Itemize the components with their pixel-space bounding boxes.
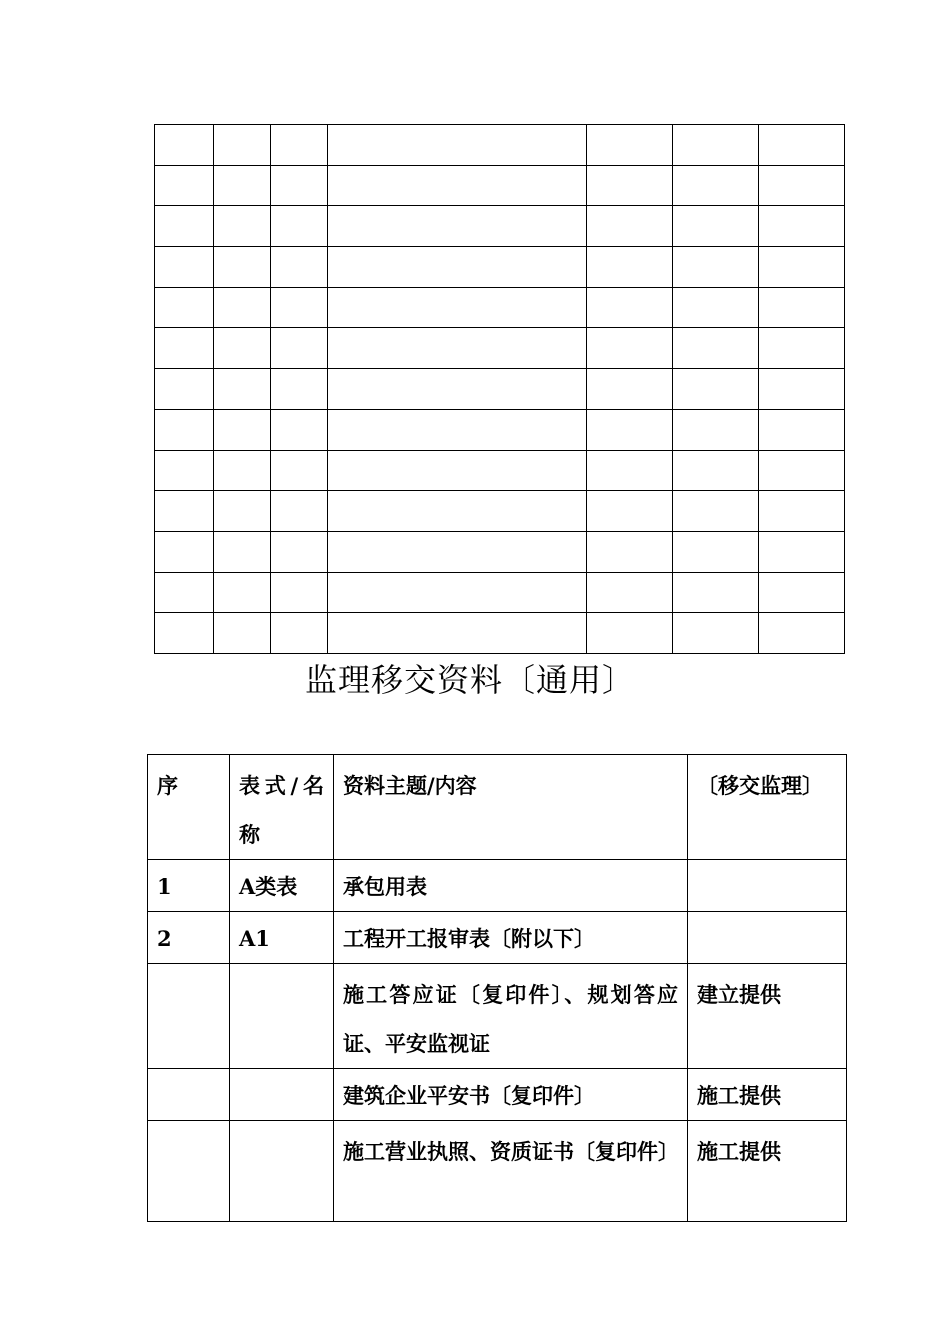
table-row — [148, 1069, 847, 1121]
blank-grid-cell — [673, 409, 759, 450]
blank-grid-cell — [759, 450, 845, 491]
blank-grid-cell — [328, 247, 587, 288]
blank-grid-cell — [587, 531, 673, 572]
blank-grid-cell — [328, 206, 587, 247]
cell-content — [334, 1121, 688, 1222]
blank-grid-table — [154, 124, 845, 654]
blank-grid-cell — [328, 531, 587, 572]
blank-grid-row — [155, 409, 845, 450]
blank-grid-cell — [271, 328, 328, 369]
cell-no — [148, 1121, 230, 1222]
blank-grid-row — [155, 125, 845, 166]
blank-grid-cell — [214, 247, 271, 288]
blank-grid-cell — [214, 369, 271, 410]
blank-grid-cell — [587, 613, 673, 654]
blank-grid-cell — [673, 206, 759, 247]
page-title: 监理移交资料〔通用〕 — [304, 661, 635, 699]
blank-grid-cell — [673, 491, 759, 532]
blank-grid-cell — [759, 247, 845, 288]
blank-grid-cell — [673, 613, 759, 654]
blank-grid-cell — [155, 328, 214, 369]
cell-no — [148, 1069, 230, 1121]
cell-content-text: 施工答应证〔复印件〕、规划答应证、平安监视证 — [343, 982, 678, 1056]
blank-grid-cell — [759, 206, 845, 247]
blank-grid-cell — [673, 328, 759, 369]
table-row — [148, 912, 847, 964]
blank-grid-cell — [587, 287, 673, 328]
blank-grid-cell — [271, 247, 328, 288]
cell-form — [230, 1069, 334, 1121]
blank-grid-cell — [587, 450, 673, 491]
blank-grid-row — [155, 206, 845, 247]
blank-grid-cell — [214, 409, 271, 450]
blank-grid-cell — [759, 491, 845, 532]
cell-form: A1 — [230, 912, 334, 964]
blank-grid-cell — [759, 613, 845, 654]
blank-grid-cell — [155, 613, 214, 654]
blank-grid-cell — [155, 165, 214, 206]
blank-grid-cell — [328, 572, 587, 613]
blank-grid-row — [155, 328, 845, 369]
blank-grid-cell — [271, 409, 328, 450]
handover-table — [147, 754, 847, 1222]
blank-grid-row — [155, 531, 845, 572]
blank-grid-cell — [759, 287, 845, 328]
blank-grid-cell — [271, 450, 328, 491]
table-row — [148, 964, 847, 1069]
blank-grid-cell — [328, 450, 587, 491]
blank-grid-body — [155, 125, 845, 654]
blank-grid-cell — [328, 125, 587, 166]
blank-grid-cell — [759, 125, 845, 166]
blank-grid-cell — [214, 287, 271, 328]
blank-grid-cell — [271, 613, 328, 654]
blank-grid-row — [155, 165, 845, 206]
blank-grid-cell — [328, 613, 587, 654]
blank-grid-row — [155, 287, 845, 328]
blank-grid-cell — [214, 531, 271, 572]
blank-grid-cell — [328, 165, 587, 206]
blank-grid-cell — [759, 165, 845, 206]
blank-grid-cell — [155, 369, 214, 410]
blank-grid-cell — [271, 125, 328, 166]
blank-grid-cell — [587, 247, 673, 288]
blank-grid-cell — [155, 531, 214, 572]
cell-provider: 建立提供 — [688, 964, 847, 1069]
cell-provider — [688, 860, 847, 912]
table-header-row — [148, 755, 847, 860]
cell-content-text: 施工营业执照、资质证书〔复印件〕 — [343, 1139, 679, 1164]
blank-grid-row — [155, 572, 845, 613]
blank-grid-cell — [214, 165, 271, 206]
cell-form — [230, 1121, 334, 1222]
blank-grid-cell — [587, 125, 673, 166]
cell-no: 2 — [148, 912, 230, 964]
blank-grid-cell — [214, 328, 271, 369]
cell-content: 建筑企业平安书〔复印件〕 — [334, 1069, 688, 1121]
table-row — [148, 1121, 847, 1222]
cell-content — [334, 964, 688, 1069]
cell-provider: 施工提供 — [688, 1121, 847, 1222]
blank-grid-cell — [759, 531, 845, 572]
blank-grid-cell — [155, 125, 214, 166]
blank-grid-cell — [328, 369, 587, 410]
blank-grid-cell — [587, 369, 673, 410]
table-row — [148, 860, 847, 912]
blank-grid-cell — [587, 572, 673, 613]
cell-form — [230, 964, 334, 1069]
blank-grid-cell — [759, 328, 845, 369]
blank-grid-cell — [271, 165, 328, 206]
blank-grid-cell — [673, 572, 759, 613]
blank-grid-row — [155, 369, 845, 410]
blank-grid-cell — [155, 247, 214, 288]
blank-grid-row — [155, 491, 845, 532]
blank-grid-row — [155, 450, 845, 491]
blank-grid-cell — [587, 206, 673, 247]
blank-grid-cell — [328, 328, 587, 369]
blank-grid-cell — [155, 572, 214, 613]
blank-grid-cell — [155, 491, 214, 532]
blank-grid-cell — [587, 165, 673, 206]
blank-grid-cell — [673, 531, 759, 572]
blank-grid-cell — [587, 491, 673, 532]
cell-no — [148, 964, 230, 1069]
blank-grid-cell — [214, 572, 271, 613]
blank-grid-cell — [155, 287, 214, 328]
header-cell-form: 表式/名称 — [230, 755, 334, 860]
cell-provider — [688, 912, 847, 964]
blank-grid-cell — [673, 287, 759, 328]
blank-grid-cell — [328, 287, 587, 328]
blank-grid-cell — [587, 328, 673, 369]
blank-grid-cell — [271, 287, 328, 328]
blank-grid-cell — [214, 450, 271, 491]
cell-form: A类表 — [230, 860, 334, 912]
blank-grid-cell — [328, 491, 587, 532]
blank-grid-cell — [759, 409, 845, 450]
blank-grid-cell — [214, 491, 271, 532]
blank-grid-cell — [214, 125, 271, 166]
blank-grid-cell — [155, 206, 214, 247]
blank-grid-cell — [271, 369, 328, 410]
header-cell-provider: 〔移交监理〕 — [688, 755, 847, 860]
blank-grid-cell — [673, 369, 759, 410]
blank-grid-cell — [328, 409, 587, 450]
blank-grid-cell — [759, 369, 845, 410]
blank-grid-cell — [214, 613, 271, 654]
blank-grid-cell — [271, 531, 328, 572]
blank-grid-row — [155, 247, 845, 288]
blank-grid-cell — [271, 206, 328, 247]
blank-grid-cell — [673, 450, 759, 491]
blank-grid-cell — [214, 206, 271, 247]
header-cell-content: 资料主题/内容 — [334, 755, 688, 860]
cell-content: 工程开工报审表〔附以下〕 — [334, 912, 688, 964]
blank-grid-row — [155, 613, 845, 654]
blank-grid-cell — [759, 572, 845, 613]
blank-grid-cell — [673, 125, 759, 166]
blank-grid-cell — [587, 409, 673, 450]
blank-grid-cell — [155, 409, 214, 450]
blank-grid-cell — [673, 247, 759, 288]
cell-provider: 施工提供 — [688, 1069, 847, 1121]
blank-grid-cell — [271, 572, 328, 613]
header-cell-no: 序 — [148, 755, 230, 860]
cell-content: 承包用表 — [334, 860, 688, 912]
cell-no: 1 — [148, 860, 230, 912]
blank-grid-cell — [673, 165, 759, 206]
blank-grid-cell — [155, 450, 214, 491]
blank-grid-cell — [271, 491, 328, 532]
